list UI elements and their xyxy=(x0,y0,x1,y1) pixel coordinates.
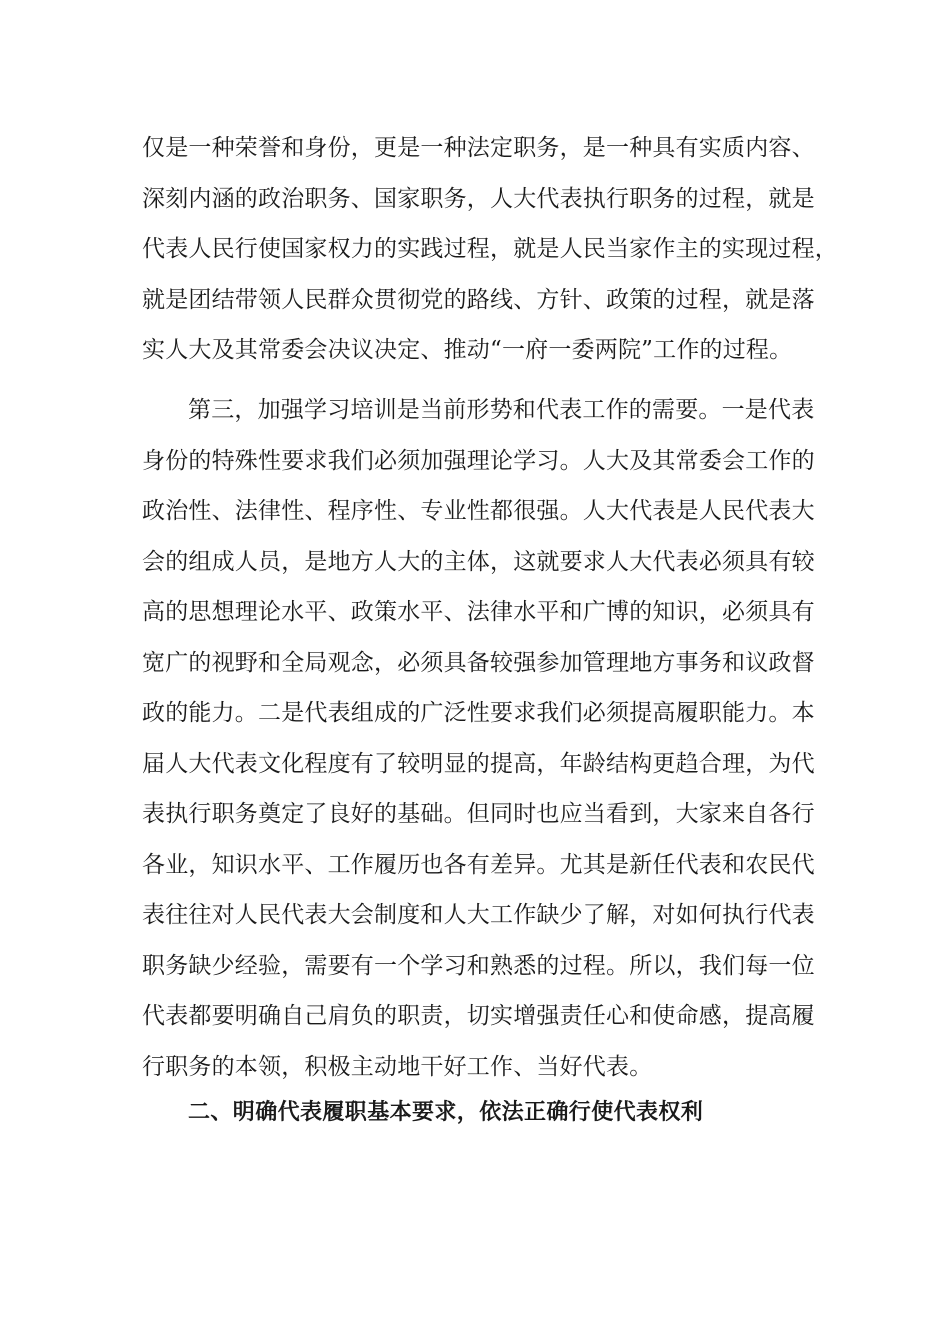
text-line: 各业，知识水平、工作履历也各有差异。尤其是新任代表和农民代 xyxy=(142,851,815,878)
text-line: 实人大及其常委会决议决定、推动“一府一委两院”工作的过程。 xyxy=(142,337,793,363)
text-line: 宽广的视野和全局观念，必须具备较强参加管理地方事务和议政督 xyxy=(142,649,815,676)
text-line: 表执行职务奠定了良好的基础。但同时也应当看到，大家来自各行 xyxy=(142,801,815,827)
text-line: 行职务的本领，积极主动地干好工作、当好代表。 xyxy=(142,1053,653,1080)
text-line: 就是团结带领人民群众贯彻党的路线、方针、政策的过程，就是落 xyxy=(142,286,815,313)
text-line: 届人大代表文化程度有了较明显的提高，年龄结构更趋合理，为代 xyxy=(142,750,815,777)
text-line: 高的思想理论水平、政策水平、法律水平和广博的知识，必须具有 xyxy=(142,599,815,625)
text-line: 深刻内涵的政治职务、国家职务，人大代表执行职务的过程，就是 xyxy=(142,185,815,212)
text-line: 表往往对人民代表大会制度和人大工作缺少了解，对如何执行代表 xyxy=(142,902,815,928)
text-line: 代表人民行使国家权力的实践过程，就是人民当家作主的实现过程， xyxy=(142,236,838,262)
paragraph-continuation xyxy=(142,123,838,376)
text-line: 职务缺少经验，需要有一个学习和熟悉的过程。所以，我们每一位 xyxy=(142,952,815,979)
text-line: 政治性、法律性、程序性、专业性都很强。人大代表是人民代表大 xyxy=(142,498,815,524)
text-line: 代表都要明确自己肩负的职责，切实增强责任心和使命感，提高履 xyxy=(142,1003,815,1029)
text-line: 会的组成人员，是地方人大的主体，这就要求人大代表必须具有较 xyxy=(142,548,815,575)
section-heading xyxy=(142,1088,812,1139)
text-line: 身份的特殊性要求我们必须加强理论学习。人大及其常委会工作的 xyxy=(142,447,815,474)
paragraph-third-point xyxy=(142,385,815,1092)
text-line: 政的能力。二是代表组成的广泛性要求我们必须提高履职能力。本 xyxy=(142,700,815,726)
text-line: 仅是一种荣誉和身份，更是一种法定职务，是一种具有实质内容、 xyxy=(142,135,815,161)
section-heading-text: 二、明确代表履职基本要求，依法正确行使代表权利 xyxy=(188,1100,704,1125)
text-line-first: 第三，加强学习培训是当前形势和代表工作的需要。一是代表 xyxy=(188,397,815,423)
